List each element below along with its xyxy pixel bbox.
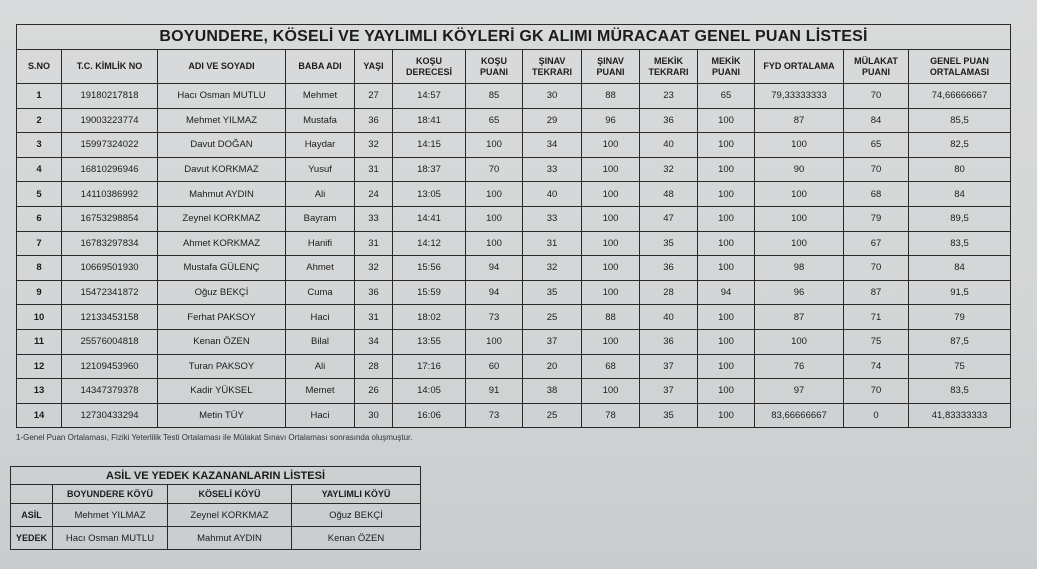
table-cell: 14:05 — [393, 379, 466, 404]
table-row — [17, 256, 1011, 281]
table-cell: 13:55 — [393, 329, 466, 354]
table-cell: 97 — [755, 379, 844, 404]
column-header: KOŞU DERECESİ — [393, 50, 466, 84]
winners-cell: Mahmut AYDIN — [168, 527, 292, 550]
table-cell: 14:12 — [393, 231, 466, 256]
winners-table — [10, 466, 421, 550]
table-cell: 14:41 — [393, 206, 466, 231]
table-cell: Haci — [286, 305, 355, 330]
table-cell: 32 — [640, 157, 698, 182]
table-cell: 100 — [755, 206, 844, 231]
table-cell: 34 — [523, 133, 582, 158]
table-cell: 4 — [17, 157, 62, 182]
table-cell: 100 — [698, 379, 755, 404]
table-cell: 31 — [355, 231, 393, 256]
winners-column-header: BOYUNDERE KÖYÜ — [53, 485, 168, 504]
table-cell: 1 — [17, 84, 62, 109]
table-cell: 35 — [640, 403, 698, 428]
table-cell: 100 — [582, 157, 640, 182]
table-cell: 16753298854 — [62, 206, 158, 231]
table-cell: 67 — [844, 231, 909, 256]
table-cell: 18:41 — [393, 108, 466, 133]
winners-cell: Oğuz BEKÇİ — [292, 504, 421, 527]
table-cell: Bilal — [286, 329, 355, 354]
table-cell: 73 — [466, 403, 523, 428]
table-cell: 3 — [17, 133, 62, 158]
table-cell: 89,5 — [909, 206, 1011, 231]
table-cell: 79 — [844, 206, 909, 231]
table-cell: 15:56 — [393, 256, 466, 281]
column-header: S.NO — [17, 50, 62, 84]
table-cell: 70 — [844, 256, 909, 281]
winners-table-container — [10, 466, 421, 550]
table-cell: 100 — [582, 206, 640, 231]
table-row — [17, 157, 1011, 182]
column-header: KOŞU PUANI — [466, 50, 523, 84]
table-cell: 82,5 — [909, 133, 1011, 158]
table-cell: Mahmut AYDIN — [158, 182, 286, 207]
table-cell: 35 — [640, 231, 698, 256]
table-cell: Kenan ÖZEN — [158, 329, 286, 354]
table-cell: 25576004818 — [62, 329, 158, 354]
table-cell: 100 — [466, 206, 523, 231]
table-row — [17, 231, 1011, 256]
table-cell: Mehmet YILMAZ — [158, 108, 286, 133]
table-cell: 91 — [466, 379, 523, 404]
table-cell: 15:59 — [393, 280, 466, 305]
table-cell: 79 — [909, 305, 1011, 330]
table-cell: 100 — [698, 157, 755, 182]
table-cell: Mustafa GÜLENÇ — [158, 256, 286, 281]
table-title: BOYUNDERE, KÖSELİ VE YAYLIMLI KÖYLERİ GK ALIMI MÜRACAAT GENEL PUAN LİSTESİ — [17, 25, 1011, 50]
table-cell: 12133453158 — [62, 305, 158, 330]
table-cell: 36 — [355, 280, 393, 305]
table-cell: 100 — [698, 354, 755, 379]
table-cell: 25 — [523, 403, 582, 428]
table-cell: 75 — [909, 354, 1011, 379]
table-cell: 100 — [466, 133, 523, 158]
table-cell: 100 — [698, 305, 755, 330]
table-cell: 12 — [17, 354, 62, 379]
table-cell: 26 — [355, 379, 393, 404]
table-cell: 30 — [355, 403, 393, 428]
table-row — [17, 403, 1011, 428]
footnote: 1-Genel Puan Ortalaması, Fiziki Yeterlilik Testi Ortalaması ile Mülakat Sınavı Ortalaması sonrasında oluşmuştur. — [16, 433, 413, 442]
table-cell: 100 — [582, 133, 640, 158]
table-cell: Mustafa — [286, 108, 355, 133]
table-cell: 28 — [355, 354, 393, 379]
table-cell: 65 — [466, 108, 523, 133]
table-cell: 60 — [466, 354, 523, 379]
table-cell: 33 — [523, 157, 582, 182]
table-cell: 19180217818 — [62, 84, 158, 109]
table-cell: 79,33333333 — [755, 84, 844, 109]
table-cell: Davut DOĞAN — [158, 133, 286, 158]
table-cell: 87 — [844, 280, 909, 305]
column-header: MEKİK TEKRARI — [640, 50, 698, 84]
table-cell: 14347379378 — [62, 379, 158, 404]
table-cell: 100 — [582, 379, 640, 404]
table-cell: 12730433294 — [62, 403, 158, 428]
table-cell: 34 — [355, 329, 393, 354]
table-cell: 41,83333333 — [909, 403, 1011, 428]
table-cell: 65 — [698, 84, 755, 109]
table-cell: 70 — [844, 379, 909, 404]
table-cell: Davut KORKMAZ — [158, 157, 286, 182]
table-cell: 20 — [523, 354, 582, 379]
table-cell: 80 — [909, 157, 1011, 182]
table-cell: 100 — [755, 182, 844, 207]
table-cell: 13:05 — [393, 182, 466, 207]
table-cell: 10 — [17, 305, 62, 330]
table-cell: 74 — [844, 354, 909, 379]
winners-cell: Hacı Osman MUTLU — [53, 527, 168, 550]
table-cell: 87,5 — [909, 329, 1011, 354]
table-cell: 96 — [755, 280, 844, 305]
table-cell: 100 — [698, 403, 755, 428]
column-header: FYD ORTALAMA — [755, 50, 844, 84]
table-cell: 68 — [582, 354, 640, 379]
table-row — [17, 206, 1011, 231]
column-header: MÜLAKAT PUANI — [844, 50, 909, 84]
table-cell: 31 — [523, 231, 582, 256]
score-table — [16, 24, 1011, 428]
table-row — [17, 280, 1011, 305]
table-cell: Zeynel KORKMAZ — [158, 206, 286, 231]
table-cell: 70 — [844, 157, 909, 182]
column-header: YAŞI — [355, 50, 393, 84]
table-row — [17, 354, 1011, 379]
table-cell: 25 — [523, 305, 582, 330]
table-cell: 94 — [698, 280, 755, 305]
table-cell: 40 — [523, 182, 582, 207]
table-cell: 94 — [466, 280, 523, 305]
table-cell: 14:15 — [393, 133, 466, 158]
winners-title: ASİL VE YEDEK KAZANANLARIN LİSTESİ — [11, 467, 421, 485]
table-cell: Kadir YÜKSEL — [158, 379, 286, 404]
table-cell: 14:57 — [393, 84, 466, 109]
table-cell: 40 — [640, 133, 698, 158]
column-header: MEKİK PUANI — [698, 50, 755, 84]
table-cell: Memet — [286, 379, 355, 404]
table-cell: 2 — [17, 108, 62, 133]
table-cell: 73 — [466, 305, 523, 330]
winners-cell: Zeynel KORKMAZ — [168, 504, 292, 527]
table-cell: Haydar — [286, 133, 355, 158]
table-cell: 75 — [844, 329, 909, 354]
table-cell: 100 — [466, 231, 523, 256]
winners-cell: Kenan ÖZEN — [292, 527, 421, 550]
table-cell: 85,5 — [909, 108, 1011, 133]
table-cell: Yusuf — [286, 157, 355, 182]
table-cell: 31 — [355, 157, 393, 182]
table-cell: 7 — [17, 231, 62, 256]
table-cell: 84 — [844, 108, 909, 133]
table-cell: 100 — [755, 329, 844, 354]
table-cell: 100 — [582, 182, 640, 207]
table-cell: Ahmet — [286, 256, 355, 281]
table-cell: 32 — [355, 256, 393, 281]
table-cell: 23 — [640, 84, 698, 109]
table-cell: Hacı Osman MUTLU — [158, 84, 286, 109]
table-cell: Oğuz BEKÇİ — [158, 280, 286, 305]
table-cell: 36 — [640, 329, 698, 354]
table-cell: 14 — [17, 403, 62, 428]
table-cell: 15472341872 — [62, 280, 158, 305]
header-row — [17, 50, 1011, 84]
table-cell: 70 — [466, 157, 523, 182]
table-cell: 96 — [582, 108, 640, 133]
table-cell: 68 — [844, 182, 909, 207]
table-cell: 14110386992 — [62, 182, 158, 207]
table-cell: 100 — [698, 133, 755, 158]
winners-column-header: KÖSELİ KÖYÜ — [168, 485, 292, 504]
table-row — [17, 182, 1011, 207]
table-cell: 71 — [844, 305, 909, 330]
table-cell: 33 — [355, 206, 393, 231]
table-cell: 83,66666667 — [755, 403, 844, 428]
table-cell: Ahmet KORKMAZ — [158, 231, 286, 256]
table-cell: 100 — [698, 206, 755, 231]
column-header: T.C. KİMLİK NO — [62, 50, 158, 84]
table-cell: 76 — [755, 354, 844, 379]
table-cell: 88 — [582, 305, 640, 330]
table-cell: 0 — [844, 403, 909, 428]
table-cell: 10669501930 — [62, 256, 158, 281]
table-cell: Metin TÜY — [158, 403, 286, 428]
table-cell: 15997324022 — [62, 133, 158, 158]
table-cell: 33 — [523, 206, 582, 231]
table-cell: 11 — [17, 329, 62, 354]
table-cell: 100 — [698, 256, 755, 281]
table-cell: 100 — [698, 108, 755, 133]
table-cell: 100 — [582, 256, 640, 281]
table-cell: 87 — [755, 108, 844, 133]
table-cell: 37 — [640, 379, 698, 404]
table-cell: 32 — [523, 256, 582, 281]
table-cell: 29 — [523, 108, 582, 133]
table-cell: 30 — [523, 84, 582, 109]
table-cell: 16:06 — [393, 403, 466, 428]
table-cell: 94 — [466, 256, 523, 281]
table-cell: 90 — [755, 157, 844, 182]
winners-row-label: YEDEK — [11, 527, 53, 550]
winners-row-label: ASİL — [11, 504, 53, 527]
table-cell: 18:02 — [393, 305, 466, 330]
table-cell: 100 — [755, 231, 844, 256]
table-cell: 32 — [355, 133, 393, 158]
table-cell: 27 — [355, 84, 393, 109]
table-cell: 100 — [755, 133, 844, 158]
table-row — [17, 133, 1011, 158]
table-cell: 13 — [17, 379, 62, 404]
table-cell: 100 — [466, 329, 523, 354]
table-row — [17, 108, 1011, 133]
table-body — [17, 84, 1011, 428]
table-cell: 19003223774 — [62, 108, 158, 133]
table-cell: 12109453960 — [62, 354, 158, 379]
table-cell: 48 — [640, 182, 698, 207]
column-header: ŞINAV TEKRARI — [523, 50, 582, 84]
table-cell: 17:16 — [393, 354, 466, 379]
table-row — [17, 379, 1011, 404]
table-cell: 88 — [582, 84, 640, 109]
table-row — [17, 329, 1011, 354]
table-cell: 47 — [640, 206, 698, 231]
table-cell: Haci — [286, 403, 355, 428]
winners-column-header: YAYLIMLI KÖYÜ — [292, 485, 421, 504]
table-cell: Turan PAKSOY — [158, 354, 286, 379]
table-cell: Ali — [286, 354, 355, 379]
table-cell: 36 — [640, 256, 698, 281]
table-cell: 85 — [466, 84, 523, 109]
table-cell: 6 — [17, 206, 62, 231]
table-cell: Ali — [286, 182, 355, 207]
table-cell: Mehmet — [286, 84, 355, 109]
table-cell: 83,5 — [909, 231, 1011, 256]
table-cell: 98 — [755, 256, 844, 281]
table-cell: Ferhat PAKSOY — [158, 305, 286, 330]
table-cell: 91,5 — [909, 280, 1011, 305]
table-cell: 16783297834 — [62, 231, 158, 256]
table-cell: Hanifi — [286, 231, 355, 256]
table-cell: 40 — [640, 305, 698, 330]
table-cell: 24 — [355, 182, 393, 207]
table-cell: 74,66666667 — [909, 84, 1011, 109]
table-cell: 100 — [698, 329, 755, 354]
table-cell: 36 — [355, 108, 393, 133]
table-cell: 100 — [582, 231, 640, 256]
table-cell: 100 — [698, 182, 755, 207]
table-cell: 87 — [755, 305, 844, 330]
table-cell: 84 — [909, 182, 1011, 207]
table-cell: 5 — [17, 182, 62, 207]
table-cell: 36 — [640, 108, 698, 133]
table-cell: 83,5 — [909, 379, 1011, 404]
table-cell: Cuma — [286, 280, 355, 305]
table-cell: 70 — [844, 84, 909, 109]
column-header: BABA ADI — [286, 50, 355, 84]
column-header: ADI VE SOYADI — [158, 50, 286, 84]
table-cell: 28 — [640, 280, 698, 305]
table-cell: 100 — [582, 280, 640, 305]
table-cell: 37 — [523, 329, 582, 354]
table-cell: 38 — [523, 379, 582, 404]
table-cell: 18:37 — [393, 157, 466, 182]
table-row — [17, 84, 1011, 109]
table-cell: 16810296946 — [62, 157, 158, 182]
table-cell: 35 — [523, 280, 582, 305]
table-cell: Bayram — [286, 206, 355, 231]
table-cell: 31 — [355, 305, 393, 330]
column-header: ŞINAV PUANI — [582, 50, 640, 84]
column-header: GENEL PUAN ORTALAMASI — [909, 50, 1011, 84]
score-table-container — [16, 24, 1010, 428]
winners-corner-cell — [11, 485, 53, 504]
table-cell: 8 — [17, 256, 62, 281]
table-cell: 84 — [909, 256, 1011, 281]
table-cell: 37 — [640, 354, 698, 379]
table-cell: 100 — [466, 182, 523, 207]
table-cell: 100 — [582, 329, 640, 354]
table-cell: 78 — [582, 403, 640, 428]
winners-cell: Mehmet YILMAZ — [53, 504, 168, 527]
table-cell: 100 — [698, 231, 755, 256]
table-cell: 9 — [17, 280, 62, 305]
table-row — [17, 305, 1011, 330]
table-cell: 65 — [844, 133, 909, 158]
